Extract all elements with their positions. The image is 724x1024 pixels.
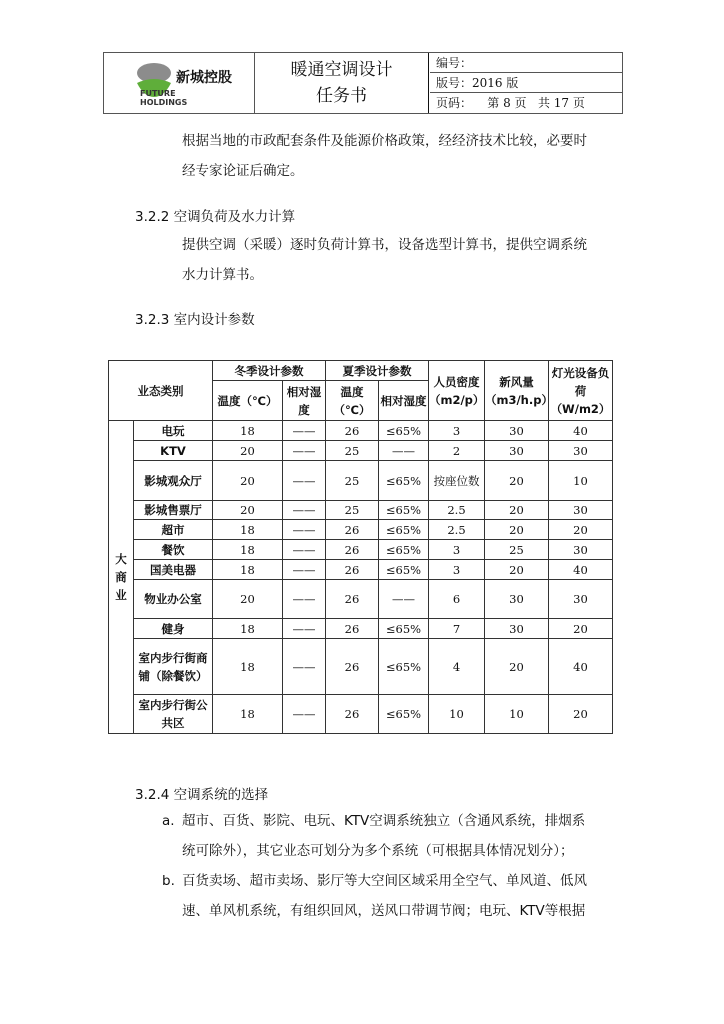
- value-cell: 25: [326, 501, 379, 520]
- value-cell: 40: [549, 639, 613, 695]
- value-cell: 18: [213, 639, 283, 695]
- value-cell: 18: [213, 520, 283, 540]
- value-cell: 2.5: [429, 501, 485, 520]
- value-cell: 按座位数: [429, 461, 485, 501]
- value-cell: 30: [485, 441, 549, 461]
- value-cell: 20: [485, 560, 549, 580]
- table-row: [109, 421, 613, 441]
- category-cell: KTV: [134, 441, 213, 461]
- category-cell: 影城观众厅: [134, 461, 213, 501]
- table-row: [109, 540, 613, 560]
- value-cell: 20: [213, 580, 283, 619]
- value-cell: ——: [283, 639, 326, 695]
- value-cell: 30: [549, 580, 613, 619]
- value-cell: ≤65%: [379, 695, 429, 734]
- value-cell: 20: [213, 441, 283, 461]
- category-cell: 健身: [134, 619, 213, 639]
- value-cell: 30: [485, 580, 549, 619]
- item-b-text: 百货卖场、超市卖场、影厅等大空间区域采用全空气、单风道、低风 速、单风机系统，有组织回风，送风口带调节阀；电玩、KTV等根据: [182, 873, 587, 919]
- value-cell: ——: [283, 540, 326, 560]
- document-page: 新城控股 FUTURE HOLDINGS 暖通空调设计 任务书 编号： 版号：2016 版 页码： 第 8 页 共 17 页 根据当地的市政配套条件及能源价格政策，经经济技术比较，必要时 经专家论证后确定。 3.2.2 空调负荷及水力计算 提供空调（采暖）逐时负荷计算书，设备选型计算书，提供空调系统 水力计算书。 3.2.3 室内设计参数 业态类别 冬季设计参数 夏季设计参数 人员密度（m2/p） 新风量（m3/h.p） 灯光设备负荷（W/m2） 温度（℃） 相对湿度 温度（℃） 相对湿度 大商业 电玩 18 —— 26 ≤65% 3 30 40 KTV 20 —— 25 —— 2 30 30 影城观众厅 20 —— 25 ≤65% 按座位数 20 10 影城售票厅 20 —— 25 ≤65% 2.5 20 30 超市 18 —— 26 ≤65% 2.5 20 20 餐饮 18 —— 26 ≤65% 3 25 30 国美电器 18 —— 26 ≤65% 3 20 40 物业办公室 20 —— 26 —— 6 30 30 健身 18 —— 26 ≤65% 7 30 20 室内步行街商铺（除餐饮） 18 —— 26 ≤65% 4 20 40 室内步行街公共区 18 —— 26 ≤65% 10 10 20 3.2.4 空调系统的选择 a. 超市、百货、影院、电玩、KTV空调系统独立（含通风系统，排烟系 统可除外），其它业态可划分为多个系统（可根据具体情况划分）； b. 百货卖场、超市卖场、影厅等大空间区域采用全空气、单风道、低风 速、单风机系统，有组织回风，送风口带调节阀；电玩、KTV等根据: [0, 0, 724, 1024]
- value-cell: ——: [283, 619, 326, 639]
- value-cell: 2: [429, 441, 485, 461]
- value-cell: 4: [429, 639, 485, 695]
- value-cell: ≤65%: [379, 639, 429, 695]
- value-cell: ——: [283, 560, 326, 580]
- value-cell: 10: [549, 461, 613, 501]
- category-cell: 超市: [134, 520, 213, 540]
- value-cell: 20: [213, 461, 283, 501]
- value-cell: 18: [213, 695, 283, 734]
- value-cell: 30: [549, 441, 613, 461]
- page-header: [103, 52, 623, 114]
- value-cell: ≤65%: [379, 560, 429, 580]
- category-cell: 室内步行街商铺（除餐饮）: [134, 639, 213, 695]
- value-cell: 26: [326, 695, 379, 734]
- value-cell: ——: [283, 441, 326, 461]
- section-3-2-4-title: 3.2.4 空调系统的选择: [135, 787, 269, 803]
- value-cell: ——: [283, 520, 326, 540]
- value-cell: 30: [485, 619, 549, 639]
- value-cell: ——: [283, 580, 326, 619]
- company-logo: 新城控股 FUTURE HOLDINGS: [104, 53, 255, 113]
- value-cell: ——: [379, 580, 429, 619]
- category-cell: 物业办公室: [134, 580, 213, 619]
- value-cell: ——: [283, 695, 326, 734]
- category-cell: 室内步行街公共区: [134, 695, 213, 734]
- value-cell: 20: [485, 501, 549, 520]
- value-cell: 7: [429, 619, 485, 639]
- value-cell: 18: [213, 560, 283, 580]
- table-row: [109, 461, 613, 501]
- value-cell: ——: [283, 461, 326, 501]
- value-cell: ≤65%: [379, 461, 429, 501]
- section-3-2-2-title: 3.2.2 空调负荷及水力计算: [135, 209, 296, 225]
- section-3-2-3-title: 3.2.3 室内设计参数: [135, 312, 255, 328]
- value-cell: ——: [283, 421, 326, 441]
- value-cell: 18: [213, 619, 283, 639]
- design-parameters-table: 业态类别 冬季设计参数 夏季设计参数 人员密度（m2/p） 新风量（m3/h.p） 灯光设备负荷（W/m2） 温度（℃） 相对湿度 温度（℃） 相对湿度 大商业 电玩 18 —— 26 ≤65% 3 30 40 KTV 20 —— 25 —— 2 30 30 影城观众厅 20 —— 25 ≤65% 按座位数 20 10 影城售票厅 20 —— 25 ≤65% 2.5 20 30 超市 18 —— 26 ≤65% 2.5 20 20 餐饮 18 —— 26 ≤65% 3 25 30 国美电器 18 —— 26 ≤65% 3 20 40 物业办公室 20 —— 26 —— 6 30 30 健身 18 —— 26 ≤65% 7 30 20 室内步行街商铺（除餐饮） 18 —— 26 ≤65% 4 20 40 室内步行街公共区 18 —— 26 ≤65% 10 10 20: [108, 360, 613, 734]
- section-3-2-2-text: 提供空调（采暖）逐时负荷计算书，设备选型计算书，提供空调系统 水力计算书。: [182, 237, 587, 283]
- value-cell: 26: [326, 520, 379, 540]
- value-cell: 40: [549, 421, 613, 441]
- table-row: [109, 441, 613, 461]
- table-row: [109, 695, 613, 734]
- value-cell: ≤65%: [379, 520, 429, 540]
- value-cell: ——: [283, 501, 326, 520]
- table-row: [109, 639, 613, 695]
- table-row: [109, 619, 613, 639]
- value-cell: 25: [485, 540, 549, 560]
- value-cell: 20: [485, 520, 549, 540]
- value-cell: 6: [429, 580, 485, 619]
- value-cell: 2.5: [429, 520, 485, 540]
- value-cell: ≤65%: [379, 501, 429, 520]
- category-cell: 餐饮: [134, 540, 213, 560]
- intro-paragraph: 根据当地的市政配套条件及能源价格政策，经经济技术比较，必要时 经专家论证后确定。: [182, 133, 587, 179]
- value-cell: 3: [429, 540, 485, 560]
- value-cell: 30: [549, 540, 613, 560]
- value-cell: 20: [485, 639, 549, 695]
- value-cell: ≤65%: [379, 619, 429, 639]
- table-row: [109, 501, 613, 520]
- value-cell: ≤65%: [379, 540, 429, 560]
- value-cell: 10: [429, 695, 485, 734]
- group-cell: 大商业: [109, 421, 134, 734]
- category-cell: 国美电器: [134, 560, 213, 580]
- value-cell: 26: [326, 639, 379, 695]
- doc-title: 暖通空调设计 任务书: [255, 53, 429, 113]
- value-cell: 25: [326, 461, 379, 501]
- value-cell: 20: [549, 619, 613, 639]
- value-cell: 20: [485, 461, 549, 501]
- category-cell: 影城售票厅: [134, 501, 213, 520]
- item-a-text: 超市、百货、影院、电玩、KTV空调系统独立（含通风系统，排烟系 统可除外），其它业态可划分为多个系统（可根据具体情况划分）；: [182, 813, 586, 859]
- value-cell: 20: [549, 695, 613, 734]
- value-cell: 18: [213, 540, 283, 560]
- value-cell: 26: [326, 540, 379, 560]
- value-cell: 26: [326, 619, 379, 639]
- value-cell: 26: [326, 560, 379, 580]
- value-cell: 26: [326, 580, 379, 619]
- value-cell: 30: [485, 421, 549, 441]
- value-cell: 25: [326, 441, 379, 461]
- table-row: [109, 520, 613, 540]
- value-cell: 3: [429, 421, 485, 441]
- value-cell: ——: [379, 441, 429, 461]
- value-cell: ≤65%: [379, 421, 429, 441]
- value-cell: 3: [429, 560, 485, 580]
- value-cell: 20: [549, 520, 613, 540]
- value-cell: 26: [326, 421, 379, 441]
- value-cell: 30: [549, 501, 613, 520]
- table-row: [109, 560, 613, 580]
- value-cell: 10: [485, 695, 549, 734]
- table-row: [109, 580, 613, 619]
- value-cell: 18: [213, 421, 283, 441]
- doc-meta: 编号： 版号：2016 版 页码： 第 8 页 共 17 页: [430, 53, 622, 113]
- category-cell: 电玩: [134, 421, 213, 441]
- value-cell: 40: [549, 560, 613, 580]
- value-cell: 20: [213, 501, 283, 520]
